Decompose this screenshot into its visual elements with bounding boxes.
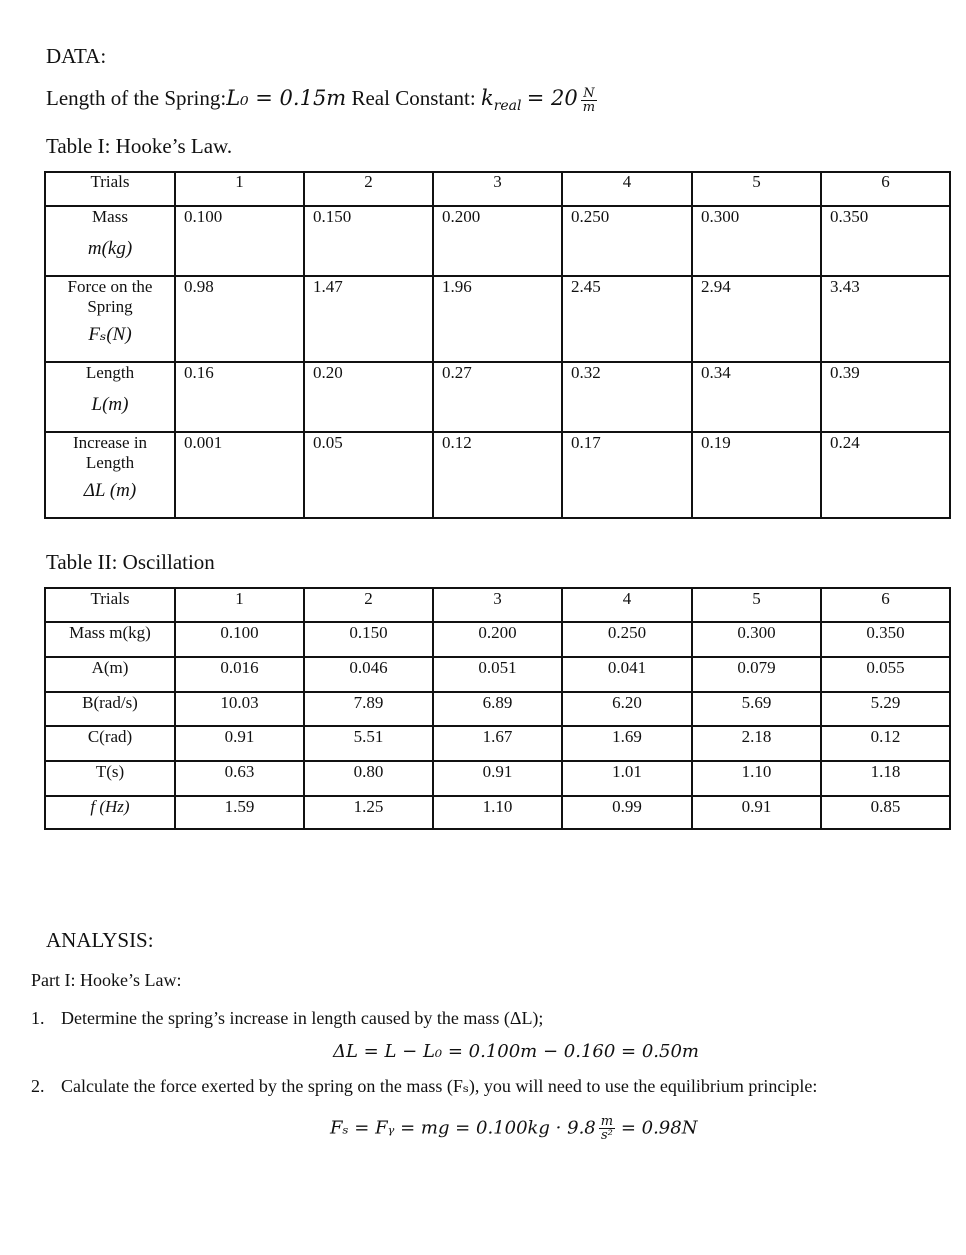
table-cell: 0.32: [562, 362, 692, 432]
table-cell: 0.85: [821, 796, 950, 829]
unit-denominator: m: [582, 99, 596, 115]
table-cell: 0.250: [562, 622, 692, 657]
table-cell: 0.350: [821, 622, 950, 657]
equation-delta-l: ΔL = L − L₀ = 0.100m − 0.160 = 0.50m: [333, 1041, 699, 1062]
analysis-heading: ANALYSIS:: [46, 928, 154, 952]
table-cell: 1.69: [562, 726, 692, 761]
acceleration-unit: [599, 1115, 615, 1142]
header-cell: 4: [562, 588, 692, 622]
header-cell: 5: [692, 172, 821, 206]
table-cell: 0.20: [304, 362, 433, 432]
table-header-row: [45, 172, 950, 206]
equation-right: = 0.98N: [620, 1117, 698, 1139]
table-row: [45, 657, 950, 692]
table-cell: 0.016: [175, 657, 304, 692]
table-cell: 2.18: [692, 726, 821, 761]
header-cell: 2: [304, 172, 433, 206]
table-cell: 1.59: [175, 796, 304, 829]
constant-unit: [581, 87, 597, 114]
oscillation-table: [44, 587, 951, 830]
table-row: [45, 622, 950, 657]
analysis-step-2: [31, 1076, 817, 1097]
row-label: [45, 362, 175, 432]
table-cell: 5.29: [821, 692, 950, 726]
row-label: C(rad): [45, 726, 175, 761]
table-cell: 0.055: [821, 657, 950, 692]
table-cell: 0.80: [304, 761, 433, 796]
table-row: [45, 761, 950, 796]
unit-numerator: N: [581, 87, 597, 101]
row-label-text: Increase in Length: [72, 433, 148, 472]
table-cell: 1.10: [692, 761, 821, 796]
table-row: [45, 276, 950, 362]
row-symbol: m(kg): [87, 238, 133, 259]
table-cell: 0.051: [433, 657, 562, 692]
table-row: [45, 206, 950, 276]
analysis-step-1: [31, 1008, 543, 1029]
row-label: f (Hz): [45, 796, 175, 829]
row-label: T(s): [45, 761, 175, 796]
table-cell: 0.300: [692, 206, 821, 276]
header-cell: 1: [175, 172, 304, 206]
table-cell: 0.300: [692, 622, 821, 657]
table-cell: 0.16: [175, 362, 304, 432]
table-cell: 0.05: [304, 432, 433, 518]
row-label: [45, 206, 175, 276]
table-cell: 0.63: [175, 761, 304, 796]
part-heading: Part I: Hooke’s Law:: [31, 970, 182, 990]
row-symbol: Fₛ(N): [88, 324, 132, 345]
table-cell: 0.079: [692, 657, 821, 692]
table-cell: 0.200: [433, 206, 562, 276]
header-cell: Trials: [45, 588, 175, 622]
table-cell: 1.25: [304, 796, 433, 829]
data-heading: DATA:: [46, 44, 107, 68]
header-cell: 1: [175, 588, 304, 622]
row-label: Mass m(kg): [45, 622, 175, 657]
header-cell: 3: [433, 172, 562, 206]
table1-caption: Table I: Hooke’s Law.: [46, 134, 233, 158]
table-row: [45, 432, 950, 518]
constant-subscript: real: [493, 98, 522, 115]
table-cell: 0.041: [562, 657, 692, 692]
row-label-text: Length: [85, 363, 135, 382]
table-cell: 0.250: [562, 206, 692, 276]
table-cell: 0.200: [433, 622, 562, 657]
table-cell: 0.100: [175, 622, 304, 657]
header-cell: 4: [562, 172, 692, 206]
equation-force: [330, 1115, 697, 1142]
table-cell: 0.91: [175, 726, 304, 761]
row-label: [45, 276, 175, 362]
table-cell: 0.150: [304, 206, 433, 276]
step-number: 1.: [31, 1008, 45, 1028]
spring-parameters: [46, 86, 597, 114]
table-cell: 3.43: [821, 276, 950, 362]
table-cell: 7.89: [304, 692, 433, 726]
table-cell: 1.47: [304, 276, 433, 362]
table-row: [45, 692, 950, 726]
table-cell: 0.98: [175, 276, 304, 362]
table-cell: 0.91: [692, 796, 821, 829]
hookes-law-table: [44, 171, 951, 519]
header-cell: 6: [821, 588, 950, 622]
step-text: Calculate the force exerted by the spring on the mass (Fₛ), you will need to use the equilibrium principle:: [61, 1076, 818, 1096]
table2-caption: Table II: Oscillation: [46, 550, 215, 574]
length-label: Length of the Spring:: [46, 86, 227, 110]
unit-denominator: s²: [600, 1128, 613, 1143]
table-cell: 0.99: [562, 796, 692, 829]
table-cell: 0.100: [175, 206, 304, 276]
table-cell: 0.39: [821, 362, 950, 432]
length-expression: L₀ = 0.15m: [226, 86, 347, 110]
row-symbol: ΔL (m): [83, 480, 137, 501]
table-cell: 0.12: [433, 432, 562, 518]
table-cell: 1.96: [433, 276, 562, 362]
header-cell: Trials: [45, 172, 175, 206]
table-row: [45, 796, 950, 829]
constant-label: Real Constant:: [351, 86, 476, 110]
row-label-text: Force on the Spring: [67, 277, 153, 316]
table-cell: 0.17: [562, 432, 692, 518]
constant-symbol: k: [480, 86, 494, 110]
row-label-text: Mass: [92, 207, 128, 226]
table-cell: 2.45: [562, 276, 692, 362]
table-row: [45, 362, 950, 432]
table-cell: 5.51: [304, 726, 433, 761]
table-cell: 0.001: [175, 432, 304, 518]
table-cell: 0.91: [433, 761, 562, 796]
row-symbol: L(m): [91, 394, 129, 415]
header-cell: 5: [692, 588, 821, 622]
table-cell: 1.18: [821, 761, 950, 796]
table-cell: 2.94: [692, 276, 821, 362]
header-cell: 2: [304, 588, 433, 622]
table-cell: 1.01: [562, 761, 692, 796]
table-row: [45, 726, 950, 761]
table-cell: 1.67: [433, 726, 562, 761]
table-cell: 10.03: [175, 692, 304, 726]
equation-left: Fₛ = Fᵧ = mg = 0.100kg · 9.8: [330, 1117, 596, 1139]
table-cell: 0.34: [692, 362, 821, 432]
table-cell: 0.27: [433, 362, 562, 432]
row-label: [45, 432, 175, 518]
table-cell: 0.19: [692, 432, 821, 518]
table-cell: 0.12: [821, 726, 950, 761]
table-cell: 0.24: [821, 432, 950, 518]
table-cell: 1.10: [433, 796, 562, 829]
unit-numerator: m: [600, 1114, 614, 1129]
constant-value: = 20: [526, 86, 578, 110]
table-cell: 6.20: [562, 692, 692, 726]
row-label: B(rad/s): [45, 692, 175, 726]
table-cell: 6.89: [433, 692, 562, 726]
table-cell: 5.69: [692, 692, 821, 726]
step-number: 2.: [31, 1076, 45, 1096]
table-cell: 0.350: [821, 206, 950, 276]
table-cell: 0.046: [304, 657, 433, 692]
table-header-row: [45, 588, 950, 622]
table-cell: 0.150: [304, 622, 433, 657]
header-cell: 6: [821, 172, 950, 206]
row-label: A(m): [45, 657, 175, 692]
step-text: Determine the spring’s increase in length caused by the mass (ΔL);: [61, 1008, 544, 1028]
header-cell: 3: [433, 588, 562, 622]
